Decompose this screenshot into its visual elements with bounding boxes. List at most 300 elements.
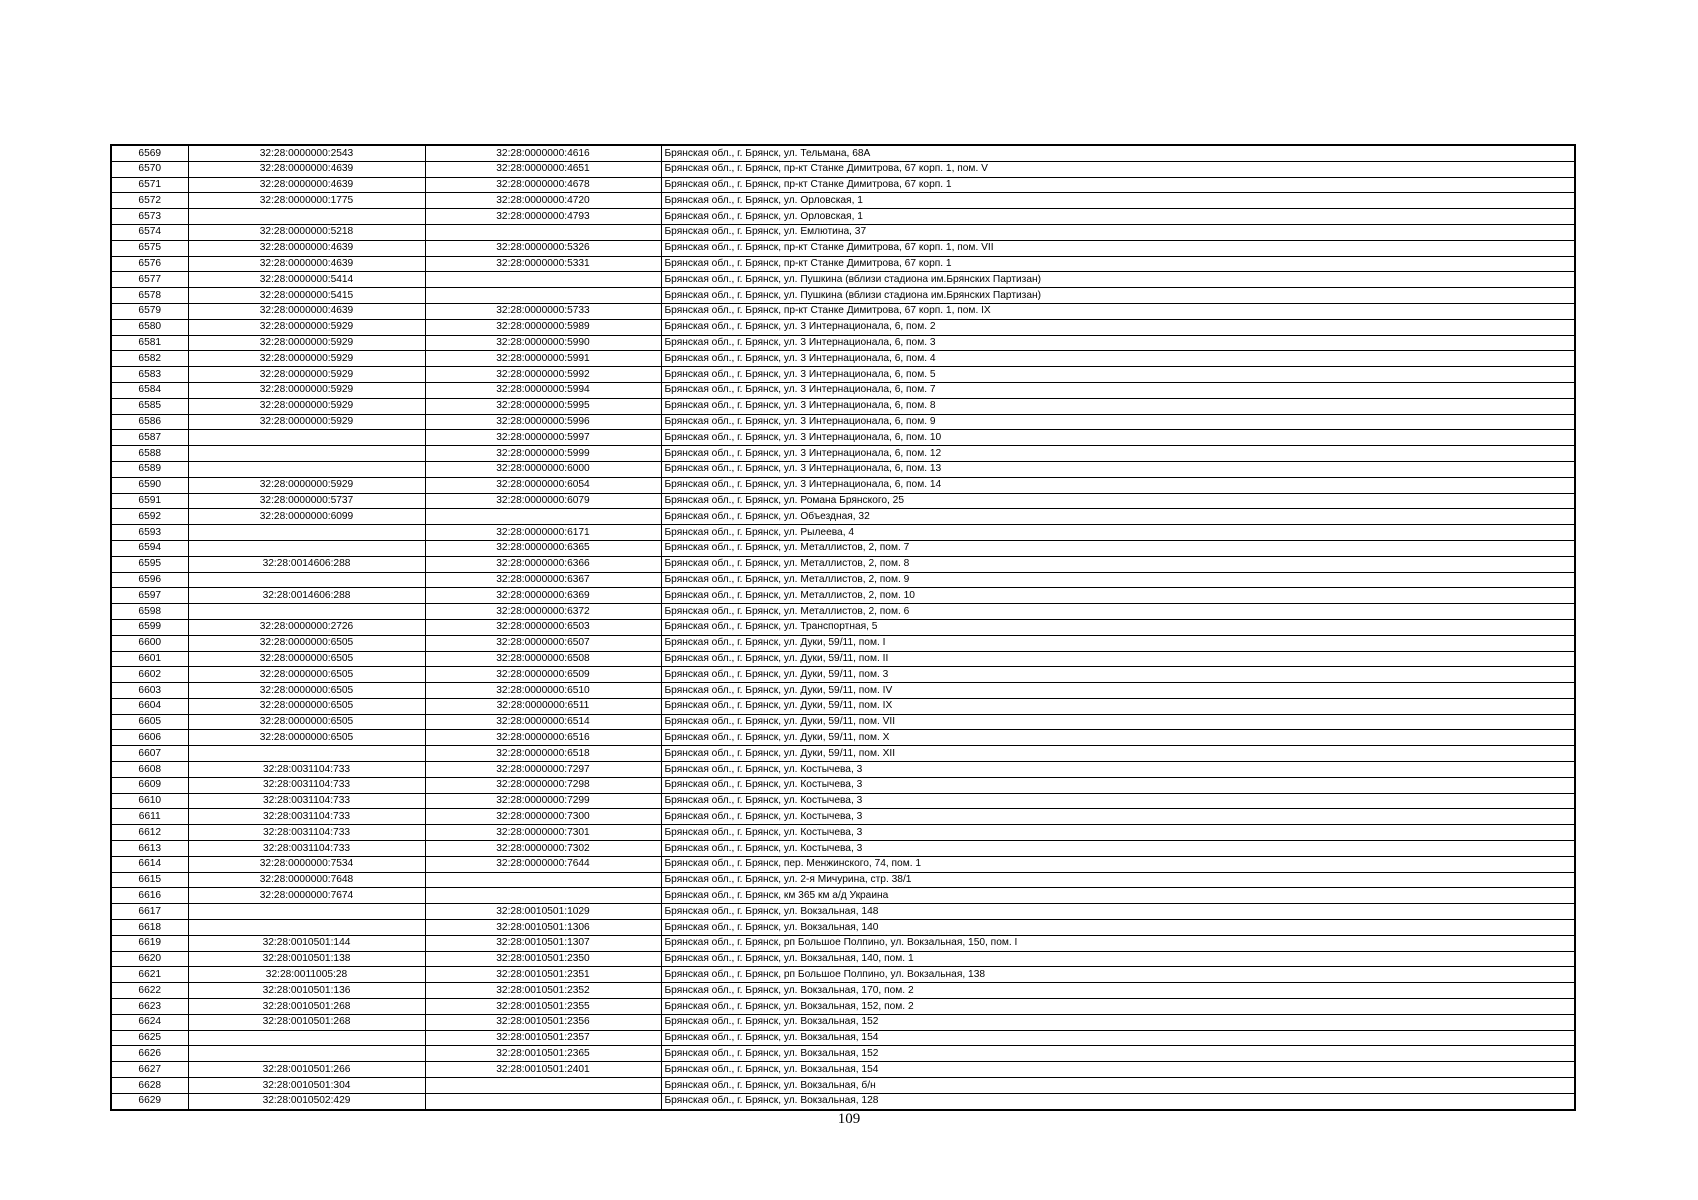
parent-cadastral-number-cell: 32:28:0000000:2543 <box>188 145 425 161</box>
row-number-cell: 6571 <box>111 177 188 193</box>
address-cell: Брянская обл., г. Брянск, ул. 3 Интернационала, 6, пом. 12 <box>661 446 1575 462</box>
address-cell: Брянская обл., г. Брянск, рп Большое Полпино, ул. Вокзальная, 138 <box>661 967 1575 983</box>
parent-cadastral-number-cell: 32:28:0000000:6505 <box>188 683 425 699</box>
address-cell: Брянская обл., г. Брянск, ул. Костычева, 3 <box>661 777 1575 793</box>
cadastral-number-cell: 32:28:0000000:6518 <box>425 746 661 762</box>
parent-cadastral-number-cell: 32:28:0031104:733 <box>188 762 425 778</box>
row-number-cell: 6580 <box>111 319 188 335</box>
address-cell: Брянская обл., г. Брянск, ул. Вокзальная, 148 <box>661 904 1575 920</box>
cadastral-number-cell: 32:28:0000000:7297 <box>425 762 661 778</box>
table-row <box>111 556 1575 572</box>
cadastral-number-cell: 32:28:0000000:7302 <box>425 841 661 857</box>
row-number-cell: 6621 <box>111 967 188 983</box>
table-row <box>111 904 1575 920</box>
table-row <box>111 1046 1575 1062</box>
table-row <box>111 967 1575 983</box>
row-number-cell: 6576 <box>111 256 188 272</box>
cadastral-number-cell: 32:28:0000000:5991 <box>425 351 661 367</box>
row-number-cell: 6604 <box>111 698 188 714</box>
cadastral-number-cell <box>425 1093 661 1109</box>
parent-cadastral-number-cell: 32:28:0000000:4639 <box>188 303 425 319</box>
address-cell: Брянская обл., г. Брянск, ул. Металлистов, 2, пом. 9 <box>661 572 1575 588</box>
row-number-cell: 6587 <box>111 430 188 446</box>
parent-cadastral-number-cell <box>188 746 425 762</box>
table-row <box>111 683 1575 699</box>
parent-cadastral-number-cell: 32:28:0014606:288 <box>188 556 425 572</box>
address-cell: Брянская обл., г. Брянск, ул. Дуки, 59/11, пом. IV <box>661 683 1575 699</box>
table-row <box>111 351 1575 367</box>
row-number-cell: 6603 <box>111 683 188 699</box>
table-row <box>111 730 1575 746</box>
table-row <box>111 714 1575 730</box>
cadastral-number-cell: 32:28:0000000:4616 <box>425 145 661 161</box>
row-number-cell: 6569 <box>111 145 188 161</box>
table-row <box>111 398 1575 414</box>
cadastral-number-cell: 32:28:0000000:5999 <box>425 446 661 462</box>
cadastral-number-cell <box>425 888 661 904</box>
cadastral-number-cell: 32:28:0000000:5995 <box>425 398 661 414</box>
cadastral-number-cell: 32:28:0010501:2357 <box>425 1030 661 1046</box>
cadastral-number-cell: 32:28:0000000:6054 <box>425 477 661 493</box>
cadastral-number-cell <box>425 288 661 304</box>
registry-table <box>110 144 1576 1111</box>
cadastral-number-cell: 32:28:0000000:6079 <box>425 493 661 509</box>
cadastral-number-cell: 32:28:0000000:5996 <box>425 414 661 430</box>
row-number-cell: 6594 <box>111 540 188 556</box>
parent-cadastral-number-cell: 32:28:0010501:304 <box>188 1078 425 1094</box>
address-cell: Брянская обл., г. Брянск, ул. Дуки, 59/11, пом. VII <box>661 714 1575 730</box>
cadastral-number-cell: 32:28:0000000:6369 <box>425 588 661 604</box>
cadastral-number-cell: 32:28:0000000:6000 <box>425 461 661 477</box>
table-row <box>111 793 1575 809</box>
cadastral-number-cell: 32:28:0010501:2352 <box>425 983 661 999</box>
parent-cadastral-number-cell: 32:28:0010502:429 <box>188 1093 425 1109</box>
row-number-cell: 6619 <box>111 935 188 951</box>
row-number-cell: 6624 <box>111 1014 188 1030</box>
cadastral-number-cell: 32:28:0010501:2365 <box>425 1046 661 1062</box>
table-row <box>111 256 1575 272</box>
parent-cadastral-number-cell: 32:28:0000000:7648 <box>188 872 425 888</box>
parent-cadastral-number-cell: 32:28:0010501:136 <box>188 983 425 999</box>
row-number-cell: 6596 <box>111 572 188 588</box>
parent-cadastral-number-cell: 32:28:0000000:7674 <box>188 888 425 904</box>
parent-cadastral-number-cell: 32:28:0000000:6505 <box>188 635 425 651</box>
table-row <box>111 651 1575 667</box>
parent-cadastral-number-cell: 32:28:0031104:733 <box>188 825 425 841</box>
address-cell: Брянская обл., г. Брянск, ул. Вокзальная, 128 <box>661 1093 1575 1109</box>
address-cell: Брянская обл., г. Брянск, ул. Металлистов, 2, пом. 6 <box>661 604 1575 620</box>
address-cell: Брянская обл., г. Брянск, ул. Вокзальная, 152, пом. 2 <box>661 999 1575 1015</box>
parent-cadastral-number-cell: 32:28:0000000:6505 <box>188 730 425 746</box>
cadastral-number-cell: 32:28:0000000:7300 <box>425 809 661 825</box>
row-number-cell: 6617 <box>111 904 188 920</box>
parent-cadastral-number-cell: 32:28:0000000:5929 <box>188 382 425 398</box>
table-row <box>111 698 1575 714</box>
cadastral-number-cell: 32:28:0000000:7644 <box>425 856 661 872</box>
row-number-cell: 6574 <box>111 224 188 240</box>
cadastral-number-cell <box>425 872 661 888</box>
parent-cadastral-number-cell <box>188 461 425 477</box>
parent-cadastral-number-cell: 32:28:0000000:5929 <box>188 367 425 383</box>
table-row <box>111 382 1575 398</box>
parent-cadastral-number-cell: 32:28:0031104:733 <box>188 809 425 825</box>
cadastral-number-cell: 32:28:0010501:1029 <box>425 904 661 920</box>
cadastral-number-cell: 32:28:0000000:6372 <box>425 604 661 620</box>
parent-cadastral-number-cell: 32:28:0014606:288 <box>188 588 425 604</box>
address-cell: Брянская обл., г. Брянск, ул. Металлистов, 2, пом. 7 <box>661 540 1575 556</box>
table-row <box>111 872 1575 888</box>
address-cell: Брянская обл., г. Брянск, ул. 3 Интернационала, 6, пом. 3 <box>661 335 1575 351</box>
address-cell: Брянская обл., г. Брянск, ул. 3 Интернационала, 6, пом. 7 <box>661 382 1575 398</box>
row-number-cell: 6590 <box>111 477 188 493</box>
row-number-cell: 6613 <box>111 841 188 857</box>
row-number-cell: 6622 <box>111 983 188 999</box>
cadastral-number-cell: 32:28:0000000:7299 <box>425 793 661 809</box>
row-number-cell: 6573 <box>111 209 188 225</box>
parent-cadastral-number-cell: 32:28:0000000:4639 <box>188 161 425 177</box>
table-row <box>111 983 1575 999</box>
cadastral-number-cell: 32:28:0000000:6367 <box>425 572 661 588</box>
table-row <box>111 240 1575 256</box>
row-number-cell: 6602 <box>111 667 188 683</box>
row-number-cell: 6600 <box>111 635 188 651</box>
table-row <box>111 509 1575 525</box>
address-cell: Брянская обл., г. Брянск, ул. Дуки, 59/11, пом. XII <box>661 746 1575 762</box>
table-row <box>111 161 1575 177</box>
address-cell: Брянская обл., г. Брянск, ул. Вокзальная, б/н <box>661 1078 1575 1094</box>
cadastral-number-cell: 32:28:0000000:7298 <box>425 777 661 793</box>
row-number-cell: 6626 <box>111 1046 188 1062</box>
table-row <box>111 856 1575 872</box>
table-row <box>111 1030 1575 1046</box>
parent-cadastral-number-cell <box>188 1030 425 1046</box>
cadastral-number-cell: 32:28:0000000:6516 <box>425 730 661 746</box>
parent-cadastral-number-cell <box>188 540 425 556</box>
table-row <box>111 430 1575 446</box>
cadastral-number-cell: 32:28:0000000:6514 <box>425 714 661 730</box>
parent-cadastral-number-cell <box>188 209 425 225</box>
cadastral-number-cell: 32:28:0000000:6171 <box>425 525 661 541</box>
cadastral-number-cell: 32:28:0010501:1307 <box>425 935 661 951</box>
cadastral-number-cell: 32:28:0000000:4720 <box>425 193 661 209</box>
address-cell: Брянская обл., г. Брянск, ул. Дуки, 59/11, пом. I <box>661 635 1575 651</box>
table-row <box>111 935 1575 951</box>
row-number-cell: 6614 <box>111 856 188 872</box>
table-row <box>111 809 1575 825</box>
table-row <box>111 335 1575 351</box>
address-cell: Брянская обл., г. Брянск, ул. Вокзальная, 152 <box>661 1014 1575 1030</box>
table-row <box>111 446 1575 462</box>
row-number-cell: 6585 <box>111 398 188 414</box>
cadastral-number-cell: 32:28:0010501:2401 <box>425 1062 661 1078</box>
row-number-cell: 6609 <box>111 777 188 793</box>
table-row <box>111 1062 1575 1078</box>
cadastral-number-cell: 32:28:0000000:6510 <box>425 683 661 699</box>
parent-cadastral-number-cell: 32:28:0031104:733 <box>188 777 425 793</box>
row-number-cell: 6570 <box>111 161 188 177</box>
table-row <box>111 825 1575 841</box>
cadastral-number-cell <box>425 272 661 288</box>
row-number-cell: 6584 <box>111 382 188 398</box>
address-cell: Брянская обл., г. Брянск, ул. Емлютина, 37 <box>661 224 1575 240</box>
table-row <box>111 762 1575 778</box>
parent-cadastral-number-cell: 32:28:0000000:5737 <box>188 493 425 509</box>
parent-cadastral-number-cell <box>188 1046 425 1062</box>
row-number-cell: 6628 <box>111 1078 188 1094</box>
row-number-cell: 6578 <box>111 288 188 304</box>
table-row <box>111 224 1575 240</box>
cadastral-number-cell: 32:28:0000000:5331 <box>425 256 661 272</box>
parent-cadastral-number-cell: 32:28:0031104:733 <box>188 841 425 857</box>
cadastral-number-cell: 32:28:0000000:4793 <box>425 209 661 225</box>
table-row <box>111 193 1575 209</box>
parent-cadastral-number-cell <box>188 525 425 541</box>
registry-table-body <box>111 145 1575 1110</box>
parent-cadastral-number-cell: 32:28:0000000:4639 <box>188 177 425 193</box>
cadastral-number-cell: 32:28:0000000:4678 <box>425 177 661 193</box>
row-number-cell: 6592 <box>111 509 188 525</box>
table-row <box>111 1078 1575 1094</box>
cadastral-number-cell: 32:28:0000000:6511 <box>425 698 661 714</box>
address-cell: Брянская обл., г. Брянск, км 365 км а/д Украина <box>661 888 1575 904</box>
parent-cadastral-number-cell: 32:28:0010501:268 <box>188 1014 425 1030</box>
address-cell: Брянская обл., г. Брянск, ул. Костычева, 3 <box>661 825 1575 841</box>
address-cell: Брянская обл., г. Брянск, ул. Костычева, 3 <box>661 809 1575 825</box>
table-row <box>111 619 1575 635</box>
address-cell: Брянская обл., г. Брянск, пр-кт Станке Димитрова, 67 корп. 1, пом. V <box>661 161 1575 177</box>
address-cell: Брянская обл., г. Брянск, ул. 3 Интернационала, 6, пом. 13 <box>661 461 1575 477</box>
address-cell: Брянская обл., г. Брянск, ул. 3 Интернационала, 6, пом. 8 <box>661 398 1575 414</box>
parent-cadastral-number-cell: 32:28:0000000:5929 <box>188 414 425 430</box>
row-number-cell: 6601 <box>111 651 188 667</box>
address-cell: Брянская обл., г. Брянск, ул. 3 Интернационала, 6, пом. 10 <box>661 430 1575 446</box>
address-cell: Брянская обл., г. Брянск, ул. Вокзальная, 152 <box>661 1046 1575 1062</box>
address-cell: Брянская обл., г. Брянск, пр-кт Станке Димитрова, 67 корп. 1 <box>661 177 1575 193</box>
row-number-cell: 6577 <box>111 272 188 288</box>
cadastral-number-cell: 32:28:0000000:5997 <box>425 430 661 446</box>
row-number-cell: 6623 <box>111 999 188 1015</box>
row-number-cell: 6627 <box>111 1062 188 1078</box>
cadastral-number-cell: 32:28:0000000:5989 <box>425 319 661 335</box>
address-cell: Брянская обл., г. Брянск, ул. Вокзальная, 140, пом. 1 <box>661 951 1575 967</box>
table-row <box>111 177 1575 193</box>
table-row <box>111 667 1575 683</box>
row-number-cell: 6595 <box>111 556 188 572</box>
address-cell: Брянская обл., г. Брянск, ул. Дуки, 59/11, пом. X <box>661 730 1575 746</box>
parent-cadastral-number-cell: 32:28:0000000:6505 <box>188 698 425 714</box>
row-number-cell: 6579 <box>111 303 188 319</box>
address-cell: Брянская обл., г. Брянск, пр-кт Станке Димитрова, 67 корп. 1, пом. IX <box>661 303 1575 319</box>
cadastral-number-cell: 32:28:0010501:1306 <box>425 920 661 936</box>
table-row <box>111 288 1575 304</box>
row-number-cell: 6593 <box>111 525 188 541</box>
parent-cadastral-number-cell <box>188 604 425 620</box>
cadastral-number-cell: 32:28:0000000:6509 <box>425 667 661 683</box>
page-number: 109 <box>837 1111 861 1127</box>
parent-cadastral-number-cell: 32:28:0000000:6505 <box>188 714 425 730</box>
table-row <box>111 414 1575 430</box>
cadastral-number-cell: 32:28:0000000:4651 <box>425 161 661 177</box>
parent-cadastral-number-cell <box>188 920 425 936</box>
table-row <box>111 588 1575 604</box>
table-row <box>111 493 1575 509</box>
row-number-cell: 6581 <box>111 335 188 351</box>
address-cell: Брянская обл., г. Брянск, ул. Вокзальная, 154 <box>661 1062 1575 1078</box>
address-cell: Брянская обл., г. Брянск, ул. Орловская, 1 <box>661 193 1575 209</box>
row-number-cell: 6572 <box>111 193 188 209</box>
parent-cadastral-number-cell <box>188 572 425 588</box>
parent-cadastral-number-cell: 32:28:0000000:1775 <box>188 193 425 209</box>
address-cell: Брянская обл., г. Брянск, ул. Романа Брянского, 25 <box>661 493 1575 509</box>
row-number-cell: 6591 <box>111 493 188 509</box>
parent-cadastral-number-cell <box>188 446 425 462</box>
row-number-cell: 6607 <box>111 746 188 762</box>
table-row <box>111 951 1575 967</box>
parent-cadastral-number-cell: 32:28:0000000:5929 <box>188 477 425 493</box>
parent-cadastral-number-cell: 32:28:0010501:138 <box>188 951 425 967</box>
parent-cadastral-number-cell: 32:28:0000000:5929 <box>188 398 425 414</box>
table-row <box>111 572 1575 588</box>
address-cell: Брянская обл., г. Брянск, ул. 3 Интернационала, 6, пом. 4 <box>661 351 1575 367</box>
table-row <box>111 746 1575 762</box>
address-cell: Брянская обл., г. Брянск, ул. 2-я Мичурина, стр. 38/1 <box>661 872 1575 888</box>
row-number-cell: 6605 <box>111 714 188 730</box>
table-row <box>111 888 1575 904</box>
table-row <box>111 319 1575 335</box>
cadastral-number-cell: 32:28:0000000:7301 <box>425 825 661 841</box>
address-cell: Брянская обл., г. Брянск, ул. Пушкина (вблизи стадиона им.Брянских Партизан) <box>661 288 1575 304</box>
row-number-cell: 6615 <box>111 872 188 888</box>
address-cell: Брянская обл., г. Брянск, ул. 3 Интернационала, 6, пом. 9 <box>661 414 1575 430</box>
parent-cadastral-number-cell: 32:28:0000000:5414 <box>188 272 425 288</box>
address-cell: Брянская обл., г. Брянск, ул. Костычева, 3 <box>661 762 1575 778</box>
cadastral-number-cell: 32:28:0000000:6508 <box>425 651 661 667</box>
table-row <box>111 145 1575 161</box>
address-cell: Брянская обл., г. Брянск, пр-кт Станке Димитрова, 67 корп. 1 <box>661 256 1575 272</box>
address-cell: Брянская обл., г. Брянск, ул. 3 Интернационала, 6, пом. 5 <box>661 367 1575 383</box>
address-cell: Брянская обл., г. Брянск, ул. Орловская, 1 <box>661 209 1575 225</box>
cadastral-number-cell: 32:28:0010501:2350 <box>425 951 661 967</box>
cadastral-number-cell: 32:28:0000000:5990 <box>425 335 661 351</box>
address-cell: Брянская обл., г. Брянск, ул. Вокзальная, 140 <box>661 920 1575 936</box>
address-cell: Брянская обл., г. Брянск, ул. 3 Интернационала, 6, пом. 14 <box>661 477 1575 493</box>
parent-cadastral-number-cell <box>188 430 425 446</box>
table-row <box>111 461 1575 477</box>
table-row <box>111 604 1575 620</box>
cadastral-number-cell: 32:28:0000000:6365 <box>425 540 661 556</box>
row-number-cell: 6588 <box>111 446 188 462</box>
table-row <box>111 1014 1575 1030</box>
parent-cadastral-number-cell: 32:28:0000000:2726 <box>188 619 425 635</box>
parent-cadastral-number-cell: 32:28:0010501:144 <box>188 935 425 951</box>
address-cell: Брянская обл., г. Брянск, ул. Транспортная, 5 <box>661 619 1575 635</box>
table-row <box>111 525 1575 541</box>
cadastral-number-cell <box>425 224 661 240</box>
row-number-cell: 6598 <box>111 604 188 620</box>
table-row <box>111 303 1575 319</box>
parent-cadastral-number-cell: 32:28:0000000:4639 <box>188 240 425 256</box>
cadastral-number-cell: 32:28:0010501:2351 <box>425 967 661 983</box>
row-number-cell: 6610 <box>111 793 188 809</box>
row-number-cell: 6575 <box>111 240 188 256</box>
parent-cadastral-number-cell: 32:28:0000000:5929 <box>188 335 425 351</box>
address-cell: Брянская обл., г. Брянск, пер. Менжинского, 74, пом. 1 <box>661 856 1575 872</box>
parent-cadastral-number-cell: 32:28:0000000:4639 <box>188 256 425 272</box>
table-row <box>111 1093 1575 1109</box>
parent-cadastral-number-cell: 32:28:0031104:733 <box>188 793 425 809</box>
row-number-cell: 6620 <box>111 951 188 967</box>
parent-cadastral-number-cell: 32:28:0000000:5929 <box>188 319 425 335</box>
table-row <box>111 841 1575 857</box>
cadastral-number-cell: 32:28:0000000:5994 <box>425 382 661 398</box>
row-number-cell: 6583 <box>111 367 188 383</box>
row-number-cell: 6618 <box>111 920 188 936</box>
address-cell: Брянская обл., г. Брянск, ул. Тельмана, 68А <box>661 145 1575 161</box>
parent-cadastral-number-cell <box>188 904 425 920</box>
parent-cadastral-number-cell: 32:28:0000000:5929 <box>188 351 425 367</box>
address-cell: Брянская обл., г. Брянск, ул. Дуки, 59/11, пом. 3 <box>661 667 1575 683</box>
table-row <box>111 367 1575 383</box>
parent-cadastral-number-cell: 32:28:0010501:268 <box>188 999 425 1015</box>
address-cell: Брянская обл., г. Брянск, ул. Рылеева, 4 <box>661 525 1575 541</box>
address-cell: Брянская обл., г. Брянск, ул. Костычева, 3 <box>661 793 1575 809</box>
row-number-cell: 6582 <box>111 351 188 367</box>
address-cell: Брянская обл., г. Брянск, ул. Металлистов, 2, пом. 10 <box>661 588 1575 604</box>
cadastral-number-cell: 32:28:0000000:5733 <box>425 303 661 319</box>
parent-cadastral-number-cell: 32:28:0000000:5415 <box>188 288 425 304</box>
address-cell: Брянская обл., г. Брянск, ул. 3 Интернационала, 6, пом. 2 <box>661 319 1575 335</box>
row-number-cell: 6606 <box>111 730 188 746</box>
table-row <box>111 477 1575 493</box>
parent-cadastral-number-cell: 32:28:0011005:28 <box>188 967 425 983</box>
address-cell: Брянская обл., г. Брянск, ул. Дуки, 59/11, пом. IX <box>661 698 1575 714</box>
cadastral-number-cell: 32:28:0000000:5326 <box>425 240 661 256</box>
row-number-cell: 6611 <box>111 809 188 825</box>
address-cell: Брянская обл., г. Брянск, ул. Дуки, 59/11, пом. II <box>661 651 1575 667</box>
cadastral-number-cell: 32:28:0000000:6366 <box>425 556 661 572</box>
address-cell: Брянская обл., г. Брянск, ул. Вокзальная, 170, пом. 2 <box>661 983 1575 999</box>
row-number-cell: 6629 <box>111 1093 188 1109</box>
table-row <box>111 635 1575 651</box>
address-cell: Брянская обл., г. Брянск, ул. Костычева, 3 <box>661 841 1575 857</box>
parent-cadastral-number-cell: 32:28:0000000:6505 <box>188 667 425 683</box>
table-row <box>111 777 1575 793</box>
address-cell: Брянская обл., г. Брянск, рп Большое Полпино, ул. Вокзальная, 150, пом. I <box>661 935 1575 951</box>
cadastral-number-cell: 32:28:0010501:2356 <box>425 1014 661 1030</box>
table-row <box>111 272 1575 288</box>
address-cell: Брянская обл., г. Брянск, пр-кт Станке Димитрова, 67 корп. 1, пом. VII <box>661 240 1575 256</box>
cadastral-number-cell: 32:28:0000000:6507 <box>425 635 661 651</box>
row-number-cell: 6599 <box>111 619 188 635</box>
parent-cadastral-number-cell: 32:28:0000000:6099 <box>188 509 425 525</box>
address-cell: Брянская обл., г. Брянск, ул. Объездная, 32 <box>661 509 1575 525</box>
parent-cadastral-number-cell: 32:28:0000000:7534 <box>188 856 425 872</box>
table-row <box>111 999 1575 1015</box>
row-number-cell: 6586 <box>111 414 188 430</box>
parent-cadastral-number-cell: 32:28:0000000:6505 <box>188 651 425 667</box>
address-cell: Брянская обл., г. Брянск, ул. Пушкина (вблизи стадиона им.Брянских Партизан) <box>661 272 1575 288</box>
row-number-cell: 6589 <box>111 461 188 477</box>
table-row <box>111 209 1575 225</box>
row-number-cell: 6608 <box>111 762 188 778</box>
address-cell: Брянская обл., г. Брянск, ул. Вокзальная, 154 <box>661 1030 1575 1046</box>
row-number-cell: 6612 <box>111 825 188 841</box>
cadastral-number-cell <box>425 1078 661 1094</box>
address-cell: Брянская обл., г. Брянск, ул. Металлистов, 2, пом. 8 <box>661 556 1575 572</box>
row-number-cell: 6616 <box>111 888 188 904</box>
cadastral-number-cell: 32:28:0000000:6503 <box>425 619 661 635</box>
parent-cadastral-number-cell: 32:28:0010501:266 <box>188 1062 425 1078</box>
